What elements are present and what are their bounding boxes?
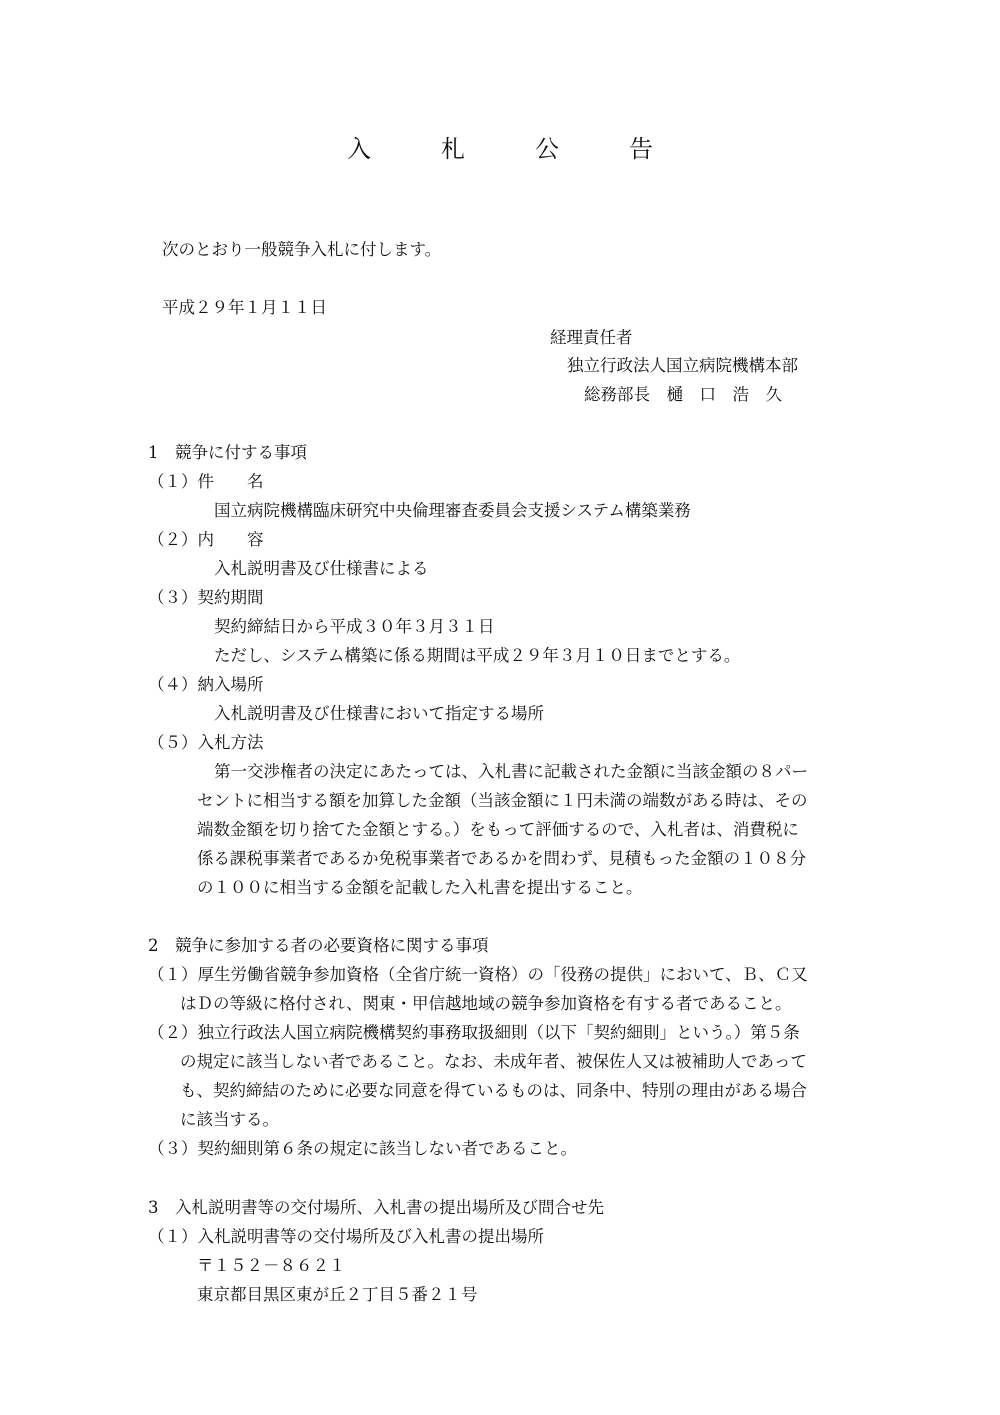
sec1-item5-line: 第一交渉権者の決定にあたっては、入札書に記載された金額に当該金額の８パー — [214, 762, 808, 781]
notice-date: 平成２９年１月１１日 — [162, 298, 327, 317]
section-2-heading: 2 競争に参加する者の必要資格に関する事項 — [148, 936, 489, 955]
sec2-item1-line: はＤの等級に格付され、関東・甲信越地域の競争参加資格を有する者であること。 — [180, 994, 792, 1013]
sec1-item5-line: 係る課税事業者であるか免税事業者であるかを問わず、見積もった金額の１０８分 — [197, 849, 807, 868]
issuer-organization: 独立行政法人国立病院機構本部 — [567, 356, 798, 375]
sec1-item4-value: 入札説明書及び仕様書において指定する場所 — [214, 704, 544, 723]
sec3-postal-code: 〒１５２－８６２１ — [197, 1256, 346, 1275]
sec2-item1-line: （１）厚生労働省競争参加資格（全省庁統一資格）の「役務の提供」において、Ｂ、Ｃ又 — [148, 965, 808, 984]
sec2-item2-line: の規定に該当しない者であること。なお、未成年者、被保佐人又は被補助人であって — [180, 1052, 807, 1071]
sec1-item4-label: （４）納入場所 — [148, 675, 264, 694]
sec2-item3: （３）契約細則第６条の規定に該当しない者であること。 — [148, 1139, 577, 1158]
sec1-item5-label: （５）入札方法 — [148, 733, 264, 752]
sec1-item2-value: 入札説明書及び仕様書による — [214, 559, 429, 578]
section-1-heading: 1 競争に付する事項 — [148, 443, 307, 462]
sec2-item2-line: も、契約締結のために必要な同意を得ているものは、同条中、特別の理由がある場合 — [180, 1081, 807, 1100]
intro-text: 次のとおり一般競争入札に付します。 — [162, 240, 442, 259]
issuer-person: 総務部長 樋 口 浩 久 — [584, 385, 782, 404]
sec1-item3-label: （３）契約期間 — [148, 588, 264, 607]
sec1-item5-line: 端数金額を切り捨てた金額とする。）をもって評価するので、入札者は、消費税に — [197, 820, 799, 839]
section-3-heading: 3 入札説明書等の交付場所、入札書の提出場所及び問合せ先 — [148, 1198, 604, 1217]
issuer-role: 経理責任者 — [550, 328, 633, 347]
sec3-address: 東京都目黒区東が丘２丁目５番２１号 — [197, 1285, 478, 1304]
document-title: 入 札 公 告 — [347, 135, 676, 163]
sec1-item1-value: 国立病院機構臨床研究中央倫理審査委員会支援システム構築業務 — [214, 501, 691, 520]
sec2-item2-line: （２）独立行政法人国立病院機構契約事務取扱細則（以下「契約細則」という。）第５条 — [148, 1023, 800, 1042]
sec1-item5-line: の１００に相当する金額を記載した入札書を提出すること。 — [197, 878, 643, 897]
sec1-item1-label: （１）件 名 — [148, 472, 264, 491]
sec1-item5-line: セントに相当する額を加算した金額（当該金額に１円未満の端数がある時は、その — [197, 791, 808, 810]
sec2-item2-line: に該当する。 — [180, 1110, 279, 1129]
sec3-item1-label: （１）入札説明書等の交付場所及び入札書の提出場所 — [148, 1227, 544, 1246]
sec1-item3-value-2: ただし、システム構築に係る期間は平成２９年３月１０日までとする。 — [214, 646, 741, 665]
sec1-item2-label: （２）内 容 — [148, 530, 264, 549]
sec1-item3-value-1: 契約締結日から平成３０年３月３１日 — [214, 617, 495, 636]
